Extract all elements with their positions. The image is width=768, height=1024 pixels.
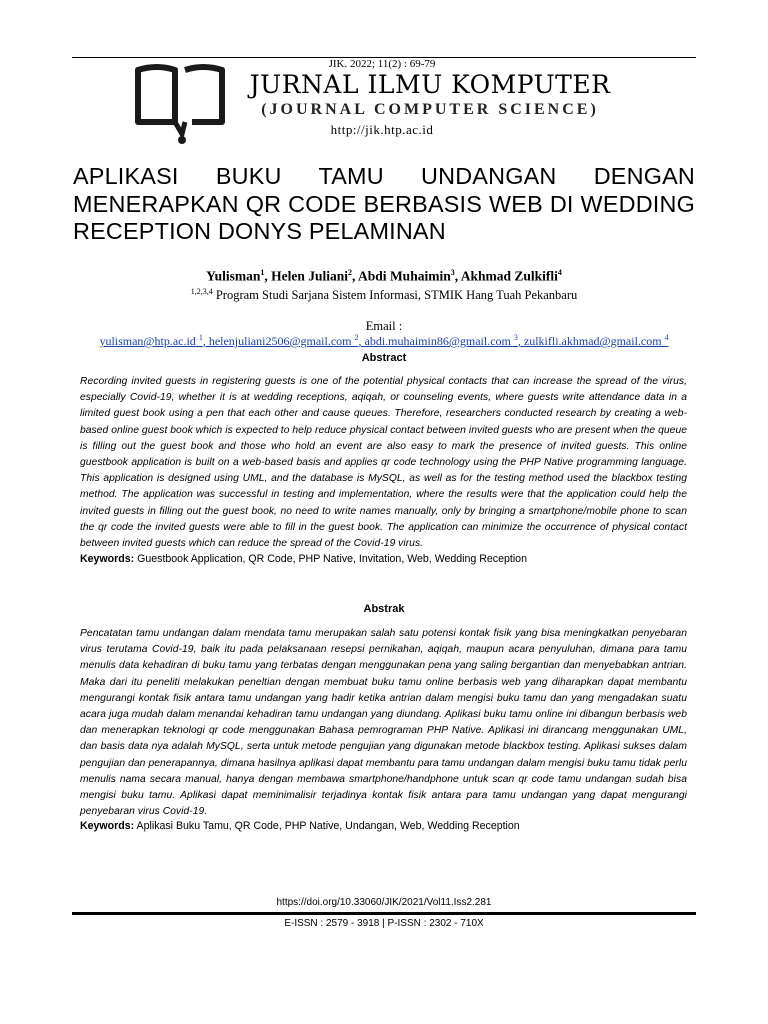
author-sup: 1 [260, 268, 265, 277]
journal-subtitle: (JOURNAL COMPUTER SCIENCE) [261, 101, 599, 118]
issn-text: E-ISSN : 2579 - 3918 | P-ISSN : 2302 - 710X [284, 918, 484, 929]
abstrak-heading: Abstrak [363, 603, 405, 615]
footer-rule [72, 912, 696, 915]
affiliation-sup: 1,2,3,4 [190, 287, 213, 296]
author-sup: 3 [450, 268, 455, 277]
abstract-heading: Abstract [361, 352, 407, 364]
email-sup: 2 [354, 333, 359, 342]
author-sup: 2 [348, 268, 353, 277]
keywords-label: Keywords: [80, 553, 135, 565]
author-name: Helen Juliani [271, 268, 349, 284]
email-sup: 1 [198, 333, 203, 342]
affiliation [72, 287, 696, 303]
journal-url-link[interactable]: http://jik.htp.ac.id [330, 122, 434, 137]
author-name: Yulisman [206, 268, 261, 284]
email-sup: 3 [513, 333, 518, 342]
keywords-value: Guestbook Application, QR Code, PHP Native, Invitation, Web, Wedding Reception [137, 553, 527, 565]
author-list: Yulisman$^1$, Helen Juliani$^2$, Abdi Muhaimin$^3$, Akhmad Zulkifli$^4$ [206, 268, 562, 284]
abstract-keywords [80, 553, 687, 565]
author-name: Abdi Muhaimin [358, 268, 451, 284]
affiliation-text: Program Studi Sarjana Sistem Informasi, STMIK Hang Tuah Pekanbaru [215, 288, 578, 303]
email-link[interactable]: abdi.muhaimin86@gmail.com [364, 334, 511, 348]
keywords-label: Keywords: [80, 820, 135, 832]
email-link[interactable]: zulkifli.akhmad@gmail.com [523, 334, 662, 348]
author-sup: 4 [557, 268, 562, 277]
open-book-icon [130, 62, 230, 146]
author-name: Akhmad Zulkifli [460, 268, 558, 284]
journal-name: JURNAL ILMU KOMPUTER [249, 70, 611, 99]
email-link[interactable]: yulisman@htp.ac.id [99, 334, 196, 348]
email-sup: 4 [664, 333, 669, 342]
journal-citation: JIK. 2022; 11(2) : 69-79 [328, 58, 436, 70]
abstract-body: Recording invited guests in registering guests is one of the potential physical contacts that can increase the spread of the virus, especially Covid-19, whether it is at wedding receptions, aqiqah, or counseling events, where guests write attendance data in a limited guest book using a pen that each other and cause queues. Therefore, researchers conducted research by creating a web-based online guest book which is expected to help reduce physical contact between invited guests who are present when the queue is filling out the guest book and those who hold an event are also easy to mark the presence of invited guests. This online guestbook application is built on a web-based basis and applies qr code technology using the PHP Native programming language. This application is designed using UML, and the database is MySQL, as well as for the testing method used the blackbox testing method. The application was successful in testing and implementation, where the results were that the application could help the invited guests in filling out the guest book, no need to write names manually, only by bringing a smartphone/mobile phone to scan the qr code the invited guests were able to fill in the guest book. The application can minimize the occurrence of physical contact between invited guests which can reduce the spread of the Covid-19 virus. [80, 376, 687, 550]
doi-link[interactable]: https://doi.org/10.33060/JIK/2021/Vol11.Iss2.281 [276, 897, 492, 908]
abstrak-keywords [80, 820, 687, 832]
abstrak-body: Pencatatan tamu undangan dalam mendata tamu merupakan salah satu potensi kontak fisik yang bisa meningkatkan penyebaran virus terutama Covid-19, baik itu pada pelaksanaan resepsi pernikahan, aqiqah, maupun acara penyuluhan, dimana para tamu menulis data kehadiran di buku tamu yang terbatas dengan menggunakan pena yang saling bergantian dan menyebabkan antrian. Maka dari itu peneliti melakukan peneltian dengan membuat buku tamu online berbasis web yang diharapkan dapat membantu mengurangi kontak fisik antara tamu undangan yang hadir ketika antrian dalam mengisi buku tamu dan yang mengadakan suatu acara juga mudah dalam menandai kehadiran tamu undangan yang diundang. Aplikasi buku tamu online ini dibangun berbasis web dan menerapkan teknologi qr code menggunakan Bahasa pemrograman PHP Native. Aplikasi ini dirancang menggunakan UML, dan basis data nya adalah MySQL, serta untuk metode pengujian yang digunakan metode blackbox testing. Aplikasi sukses dalam pengujian dan penerapannya, dimana hasilnya aplikasi dapat membantu para tamu undangan dalam mengisi buku tamu tidak perlu menulis nama secara manual, hanya dengan membawa smartphone/handphone untuk scan qr code tamu undangan sudah bisa mengisi buku tamu. Aplikasi dapat meminimalisir terjadinya kontak fisik antara para tamu undangan yang dapat mengurangi penyebaran virus Covid-19. [80, 628, 687, 818]
email-label: Email : [365, 319, 403, 333]
email-link[interactable]: helenjuliani2506@gmail.com [208, 334, 352, 348]
keywords-value: Aplikasi Buku Tamu, QR Code, PHP Native, Undangan, Web, Wedding Reception [136, 820, 520, 832]
paper-title: APLIKASI BUKU TAMU UNDANGAN DENGAN MENERAPKAN QR CODE BERBASIS WEB DI WEDDING RECEPTION DONYS PELAMINAN [73, 163, 695, 244]
email-list: yulisman@htp.ac.id $^1$, helenjuliani2506@gmail.com $^2$, abdi.muhaimin86@gmail.com $^3$, zulkifli.akhmad@gmail.com $^4$ [99, 333, 669, 348]
